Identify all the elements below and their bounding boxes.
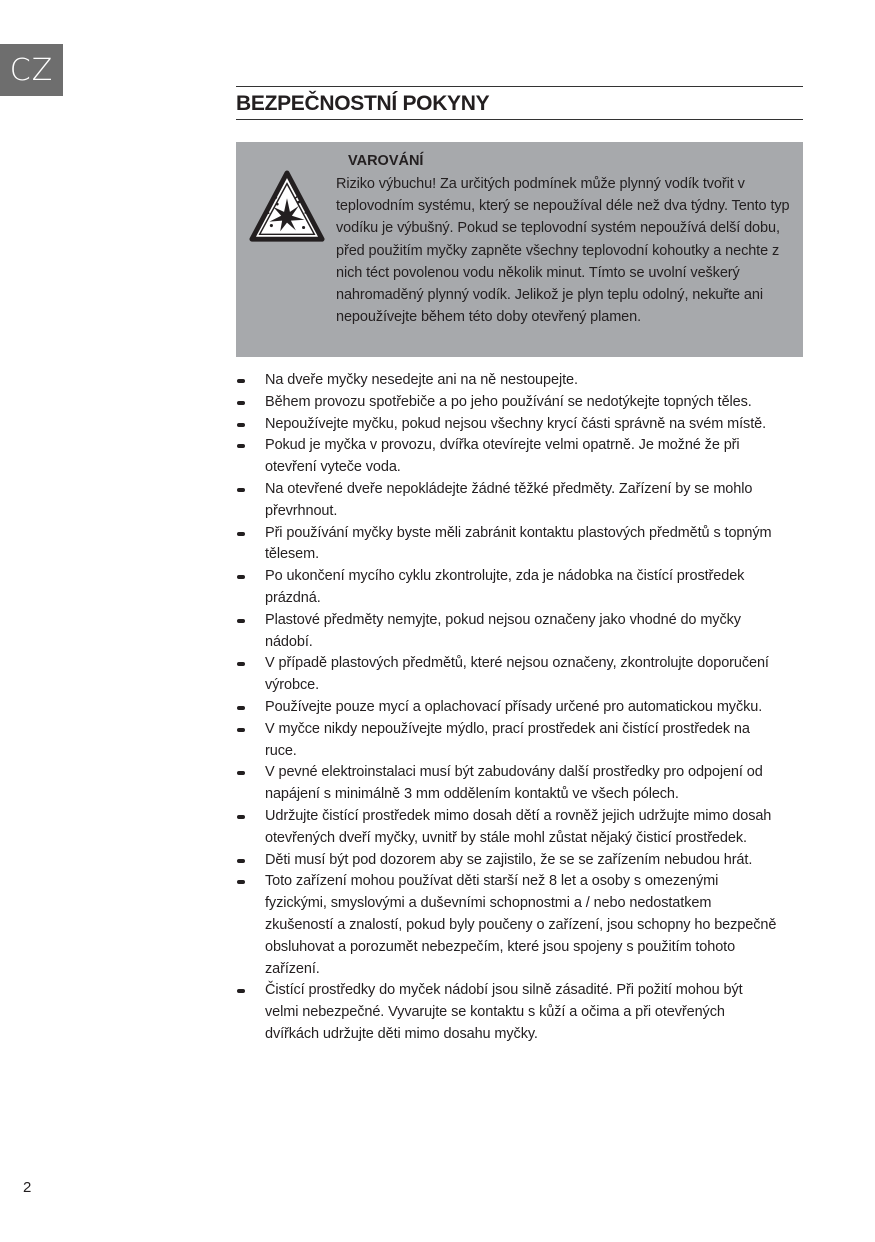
warning-box bbox=[236, 142, 803, 357]
section-heading: BEZPEČNOSTNÍ POKYNY bbox=[236, 92, 490, 115]
bullet-icon bbox=[237, 401, 245, 405]
list-item-text: Čistící prostředky do myček nádobí jsou silně zásadité. Při požití mohou být velmi nebezpečné. Vyvarujte se kontaktu s kůží a očima a při otevřených dvířkách udržujte děti mimo dosahu myčky. bbox=[265, 982, 743, 1042]
list-item bbox=[236, 719, 803, 763]
bullet-icon bbox=[237, 423, 245, 427]
list-item bbox=[236, 806, 803, 850]
list-item-text: Během provozu spotřebiče a po jeho používání se nedotýkejte topných těles. bbox=[265, 393, 752, 410]
list-item-text: Udržujte čistící prostředek mimo dosah dětí a rovněž jejich udržujte mimo dosah otevřených dveří myčky, uvnitř by stále mohl zůstat nějaký čisticí prostředek. bbox=[265, 807, 772, 846]
bullet-icon bbox=[237, 728, 245, 732]
bullet-icon bbox=[237, 662, 245, 666]
list-item bbox=[236, 653, 803, 697]
list-item-text: V myčce nikdy nepoužívejte mýdlo, prací prostředek ani čistící prostředek na ruce. bbox=[265, 720, 750, 759]
bullet-icon bbox=[237, 989, 245, 993]
heading-rule-bottom bbox=[236, 119, 803, 120]
bullet-icon bbox=[237, 880, 245, 884]
bullet-icon bbox=[237, 771, 245, 775]
list-item bbox=[236, 697, 803, 719]
list-item bbox=[236, 610, 803, 654]
bullet-icon bbox=[237, 815, 245, 819]
list-item bbox=[236, 566, 803, 610]
list-item-text: Při používání myčky byste měli zabránit kontaktu plastových předmětů s topným tělesem. bbox=[265, 524, 772, 563]
list-item-text: Plastové předměty nemyjte, pokud nejsou označeny jako vhodné do myčky nádobí. bbox=[265, 611, 741, 650]
bullet-icon bbox=[237, 488, 245, 492]
list-item bbox=[236, 435, 803, 479]
language-tab: CZ bbox=[0, 44, 63, 96]
list-item-text: Po ukončení mycího cyklu zkontrolujte, zda je nádobka na čistící prostředek prázdná. bbox=[265, 568, 745, 606]
list-item bbox=[236, 762, 803, 806]
bullet-icon bbox=[237, 379, 245, 383]
list-item bbox=[236, 479, 803, 523]
list-item-text: Pokud je myčka v provozu, dvířka otevírejte velmi opatrně. Je možné že při otevření vyteče voda. bbox=[265, 437, 740, 476]
bullet-icon bbox=[237, 706, 245, 710]
list-item bbox=[236, 370, 803, 392]
list-item-text: V pevné elektroinstalaci musí být zabudovány další prostředky pro odpojení od napájení s minimálně 3 mm oddělením kontaktů ve všech pólech. bbox=[265, 764, 763, 803]
page-number: 2 bbox=[23, 1179, 32, 1196]
list-item-text: V případě plastových předmětů, které nejsou označeny, zkontrolujte doporučení výrobce. bbox=[265, 655, 769, 694]
safety-instructions-list bbox=[236, 370, 803, 1046]
list-item bbox=[236, 980, 803, 1045]
list-item-text: Na dveře myčky nesedejte ani na ně nestoupejte. bbox=[265, 372, 578, 388]
list-item bbox=[236, 414, 803, 436]
bullet-icon bbox=[237, 619, 245, 623]
list-item-text: Používejte pouze mycí a oplachovací přísady určené pro automatickou myčku. bbox=[265, 698, 763, 715]
list-item-text: Toto zařízení mohou používat děti starší než 8 let a osoby s omezenými fyzickými, smyslovými a duševními schopnostmi a / nebo nedostatkem zkušeností a znalostí, pokud byly poučeny o zařízení, jsou schopny ho bezpečně obsluhovat a porozumět nebezpečím, které jsou spojeny s použitím tohoto zařízení. bbox=[265, 873, 777, 977]
bullet-icon bbox=[237, 859, 245, 863]
bullet-icon bbox=[237, 575, 245, 579]
bullet-icon bbox=[237, 532, 245, 536]
list-item bbox=[236, 392, 803, 414]
heading-rule-top bbox=[236, 86, 803, 87]
list-item-text: Nepoužívejte myčku, pokud nejsou všechny krycí části správně na svém místě. bbox=[265, 415, 767, 432]
list-item bbox=[236, 871, 803, 980]
list-item-text: Na otevřené dveře nepokládejte žádné těžké předměty. Zařízení by se mohlo převrhnout. bbox=[265, 480, 753, 519]
warning-title: VAROVÁNÍ bbox=[348, 153, 424, 169]
list-item bbox=[236, 850, 803, 872]
list-item bbox=[236, 523, 803, 567]
bullet-icon bbox=[237, 444, 245, 448]
explosion-warning-icon bbox=[248, 169, 326, 247]
list-item-text: Děti musí být pod dozorem aby se zajistilo, že se se zařízením nebudou hrát. bbox=[265, 851, 753, 868]
warning-text: Riziko výbuchu! Za určitých podmínek může plynný vodík tvořit v teplovodním systému, který se nepoužíval déle než dva týdny. Tento typ vodíku je výbušný. Pokud se teplovodní systém nepoužívá delší dobu, před použitím myčky zapněte všechny teplovodní kohoutky a nechte z nich téct povolenou vodu několik minut. Tímto se uvolní veškerý nahromaděný plynný vodík. Jelikož je plyn teplu odolný, nekuřte ani nepoužívejte během této doby otevřený plamen. bbox=[336, 176, 790, 326]
